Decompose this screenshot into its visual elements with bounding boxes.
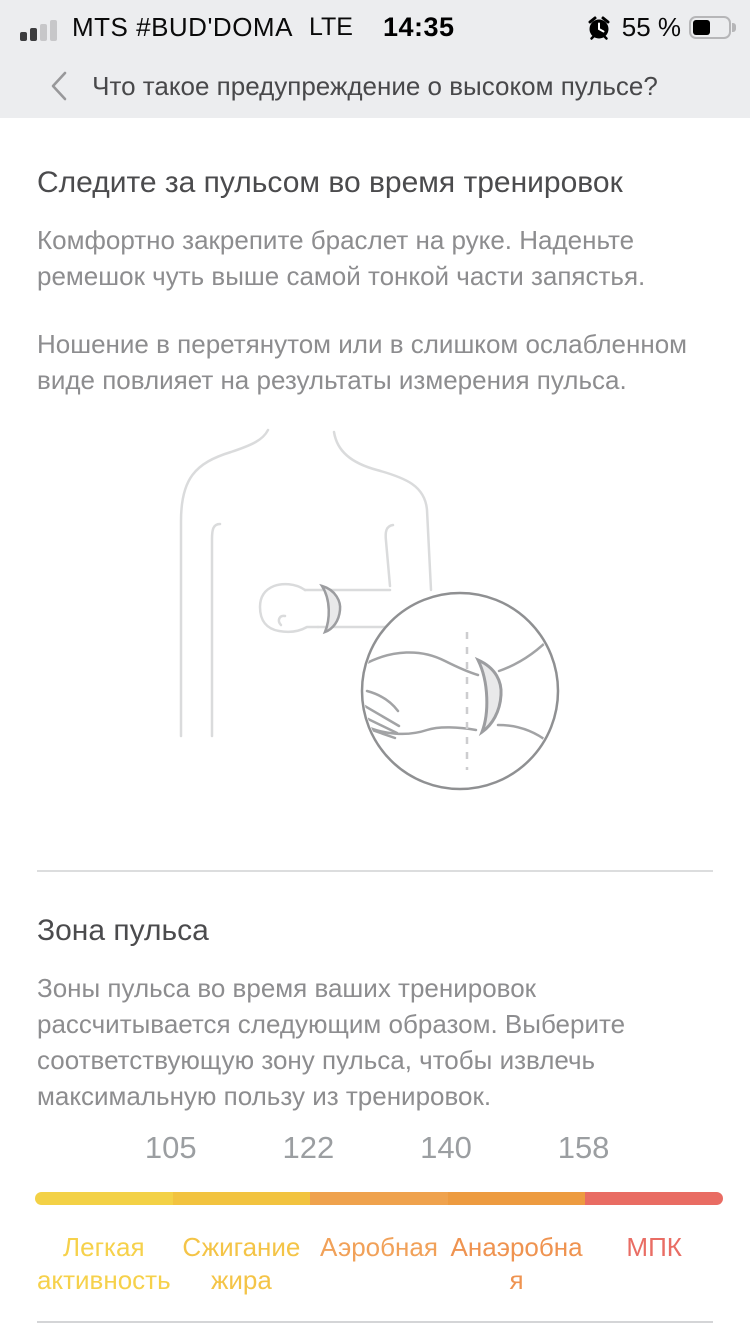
battery-icon: [689, 16, 731, 39]
status-clock: 14:35: [382, 12, 455, 42]
zone-segment: [173, 1192, 311, 1205]
zone-segment: [310, 1192, 448, 1205]
zone-section-heading: Зона пульса: [37, 914, 209, 947]
page-content: [0, 166, 750, 1323]
top-chrome: [0, 0, 750, 118]
zone-segment: [448, 1192, 586, 1205]
battery-tip: [732, 23, 736, 32]
zone-description: Зоны пульса во время ваших тренировок рассчитывается следующим образом. Выберите соответствующую зону пульса, чтобы извлечь максимальную пользу из тренировок.: [37, 973, 626, 1111]
network-type-label: LTE: [308, 13, 353, 41]
zone-label: Легкая активность: [36, 1232, 171, 1295]
zone-threshold: 140: [420, 1130, 472, 1165]
magnifier-circle: [362, 593, 558, 789]
chevron-left-icon: [50, 70, 68, 102]
zone-threshold: 158: [557, 1130, 610, 1165]
zone-label: Анаэробная: [450, 1232, 583, 1295]
page-title: Что такое предупреждение о высоком пульсе?: [92, 71, 658, 101]
zone-label: Аэробная: [320, 1232, 438, 1262]
nav-bar: [0, 55, 750, 118]
battery-percent-label: 55 %: [621, 12, 681, 42]
zone-thresholds-row: [37, 1130, 713, 1174]
wear-paragraph-2: Ношение в перетянутом или в слишком ослабленном виде повлияет на результаты измерения пульса.: [37, 329, 688, 395]
battery-fill: [693, 20, 710, 35]
status-bar: [0, 0, 750, 55]
zone-label: МПК: [626, 1232, 682, 1262]
wear-section-heading: Следите за пульсом во время тренировок: [37, 166, 623, 199]
wristband-placement-illustration: [37, 424, 713, 842]
zone-label: Сжигание жира: [182, 1232, 301, 1295]
wristband-small: [322, 586, 340, 632]
zone-gradient-bar: [35, 1192, 723, 1205]
back-button[interactable]: [50, 69, 80, 103]
zone-labels-row: [35, 1231, 723, 1297]
wear-paragraph-1: Комфортно закрепите браслет на руке. Наденьте ремешок чуть выше самой тонкой части запястья.: [37, 225, 646, 291]
section-divider: [37, 870, 713, 872]
zone-segment: [585, 1192, 723, 1205]
cell-signal-icon: [20, 17, 62, 41]
status-right-group: [586, 12, 736, 43]
alarm-clock-icon: [586, 15, 612, 41]
zone-threshold: 122: [282, 1130, 335, 1165]
zone-segment: [35, 1192, 173, 1205]
carrier-label: MTS #BUD'DOMA: [72, 12, 293, 42]
zone-threshold: 105: [144, 1130, 197, 1165]
bottom-divider: [37, 1321, 713, 1323]
